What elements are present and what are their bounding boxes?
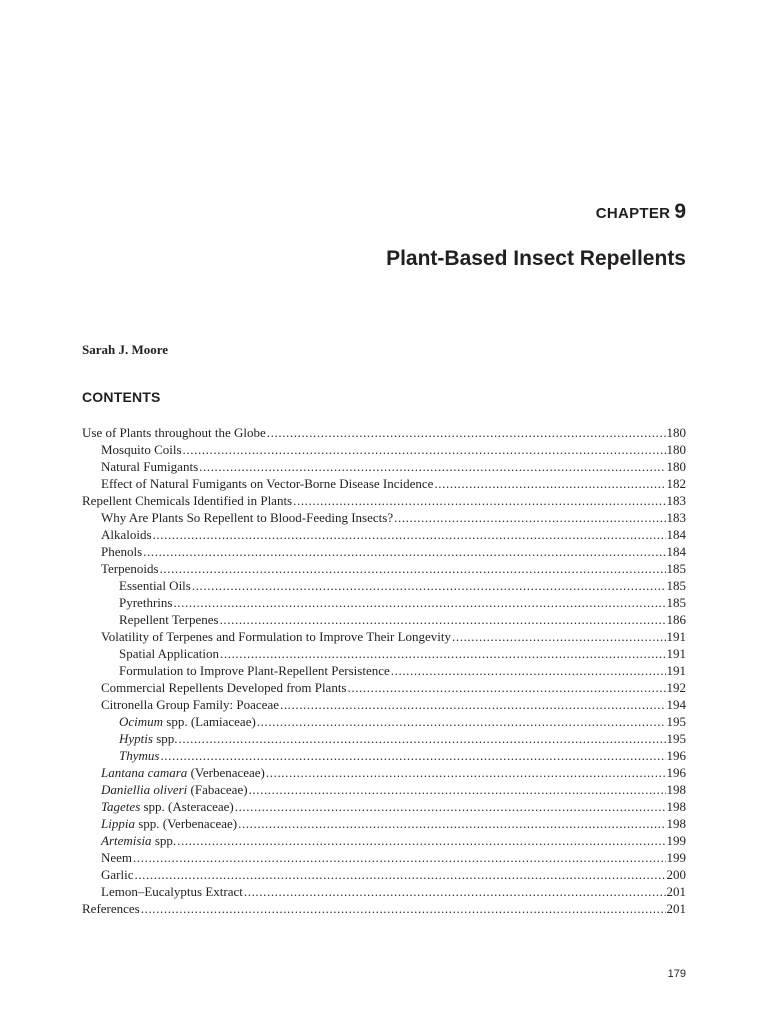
toc-entry-title-part: Use of Plants throughout the Globe bbox=[82, 425, 266, 440]
toc-entry-title bbox=[101, 628, 451, 645]
toc-leader-dots bbox=[173, 594, 665, 611]
toc-entry[interactable] bbox=[82, 560, 686, 577]
toc-entry-page: 182 bbox=[666, 476, 686, 491]
toc-leader-dots bbox=[244, 883, 666, 900]
toc-entry-title-part: Alkaloids bbox=[101, 527, 152, 542]
toc-entry-page: 201 bbox=[666, 901, 686, 916]
toc-entry[interactable] bbox=[82, 628, 686, 645]
toc-entry-title-part: Formulation to Improve Plant-Repellent Persistence bbox=[119, 663, 390, 678]
toc-entry-page: 194 bbox=[666, 697, 686, 712]
toc-entry-title bbox=[101, 441, 182, 458]
toc-entry-page: 199 bbox=[666, 850, 686, 865]
toc-entry-title-part: spp. bbox=[152, 731, 178, 746]
toc-entry-title bbox=[101, 458, 198, 475]
toc-entry-title-italic: Hyptis bbox=[119, 731, 153, 746]
toc-entry-title bbox=[119, 577, 191, 594]
toc-entry-title-part: Repellent Terpenes bbox=[119, 612, 219, 627]
toc-entry-title bbox=[119, 730, 178, 747]
toc-leader-dots bbox=[220, 611, 666, 628]
toc-entry-title-part: Mosquito Coils bbox=[101, 442, 182, 457]
toc-leader-dots bbox=[391, 662, 666, 679]
toc-entry-title-part: Garlic bbox=[101, 867, 134, 882]
toc-leader-dots bbox=[293, 492, 665, 509]
toc-entry-title-part: Natural Fumigants bbox=[101, 459, 199, 474]
toc-entry[interactable] bbox=[82, 679, 686, 696]
toc-entry[interactable] bbox=[82, 475, 686, 492]
toc-entry-page: 185 bbox=[666, 578, 686, 593]
toc-entry-title-part: Citronella Group Family: Poaceae bbox=[101, 697, 279, 712]
toc-entry[interactable] bbox=[82, 849, 686, 866]
toc-entry-page: 185 bbox=[666, 561, 686, 576]
table-of-contents bbox=[82, 424, 686, 917]
toc-entry-title bbox=[119, 662, 390, 679]
toc-entry[interactable] bbox=[82, 764, 686, 781]
toc-leader-dots bbox=[220, 645, 665, 662]
toc-leader-dots bbox=[179, 730, 666, 747]
toc-entry-title-part: spp. (Asteraceae) bbox=[140, 799, 234, 814]
toc-entry-title bbox=[101, 883, 243, 900]
toc-entry-title-part: Spatial Application bbox=[119, 646, 220, 661]
toc-entry-page: 200 bbox=[666, 867, 686, 882]
toc-leader-dots bbox=[266, 764, 666, 781]
toc-entry-title-italic: Daniellia oliveri bbox=[101, 782, 188, 797]
toc-entry-title-part: Volatility of Terpenes and Formulation to Improve Their Longevity bbox=[101, 629, 452, 644]
toc-entry-page: 199 bbox=[666, 833, 686, 848]
toc-entry[interactable] bbox=[82, 730, 686, 747]
toc-leader-dots bbox=[348, 679, 666, 696]
chapter-number: 9 bbox=[674, 200, 686, 223]
toc-entry[interactable] bbox=[82, 781, 686, 798]
toc-entry-page: 191 bbox=[666, 646, 686, 661]
toc-entry[interactable] bbox=[82, 526, 686, 543]
toc-entry-title bbox=[101, 560, 159, 577]
toc-leader-dots bbox=[160, 560, 666, 577]
author-name: Sarah J. Moore bbox=[82, 342, 169, 357]
toc-entry[interactable] bbox=[82, 441, 686, 458]
toc-leader-dots bbox=[133, 849, 665, 866]
toc-entry-title bbox=[101, 798, 234, 815]
toc-entry-page: 185 bbox=[666, 595, 686, 610]
toc-entry-title-italic: Artemisia bbox=[101, 833, 152, 848]
toc-leader-dots bbox=[160, 747, 665, 764]
chapter-label bbox=[596, 200, 686, 224]
toc-entry-title-part: spp. (Lamiaceae) bbox=[163, 714, 256, 729]
contents-heading: CONTENTS bbox=[82, 389, 161, 405]
toc-entry-page: 191 bbox=[666, 663, 686, 678]
toc-entry-title bbox=[101, 849, 132, 866]
toc-leader-dots bbox=[134, 866, 665, 883]
toc-entry-page: 191 bbox=[666, 629, 686, 644]
toc-entry[interactable] bbox=[82, 594, 686, 611]
toc-entry-title-part: Phenols bbox=[101, 544, 143, 559]
toc-leader-dots bbox=[280, 696, 666, 713]
chapter-title: Plant-Based Insect Repellents bbox=[386, 247, 686, 270]
toc-entry-page: 195 bbox=[666, 731, 686, 746]
toc-entry[interactable] bbox=[82, 458, 686, 475]
toc-entry-title bbox=[101, 781, 248, 798]
toc-entry-title bbox=[101, 866, 133, 883]
toc-entry-title-italic: Thymus bbox=[119, 748, 160, 763]
toc-entry[interactable] bbox=[82, 747, 686, 764]
toc-entry[interactable] bbox=[82, 543, 686, 560]
toc-entry-title bbox=[101, 475, 433, 492]
toc-entry[interactable] bbox=[82, 713, 686, 730]
toc-entry-page: 183 bbox=[666, 510, 686, 525]
toc-entry-title-part: spp. bbox=[151, 833, 177, 848]
toc-entry[interactable] bbox=[82, 798, 686, 815]
toc-entry-title bbox=[119, 645, 219, 662]
toc-entry[interactable] bbox=[82, 492, 686, 509]
toc-entry-title bbox=[119, 594, 172, 611]
toc-entry-page: 195 bbox=[666, 714, 686, 729]
toc-entry-title bbox=[119, 611, 219, 628]
toc-entry-page: 196 bbox=[666, 748, 686, 763]
toc-entry[interactable] bbox=[82, 832, 686, 849]
toc-entry-page: 198 bbox=[666, 799, 686, 814]
toc-entry-page: 180 bbox=[666, 425, 686, 440]
toc-leader-dots bbox=[192, 577, 666, 594]
toc-leader-dots bbox=[143, 543, 665, 560]
toc-entry[interactable] bbox=[82, 645, 686, 662]
toc-entry-page: 183 bbox=[666, 493, 686, 508]
toc-entry-page: 184 bbox=[666, 527, 686, 542]
toc-entry[interactable] bbox=[82, 900, 686, 917]
toc-entry[interactable] bbox=[82, 611, 686, 628]
toc-entry-title bbox=[101, 696, 279, 713]
toc-entry-title-part: Commercial Repellents Developed from Plants bbox=[101, 680, 347, 695]
toc-entry-title bbox=[119, 713, 256, 730]
toc-leader-dots bbox=[141, 900, 666, 917]
toc-entry-title-part: Terpenoids bbox=[101, 561, 159, 576]
toc-entry[interactable] bbox=[82, 424, 686, 441]
toc-leader-dots bbox=[452, 628, 665, 645]
toc-entry-page: 198 bbox=[666, 782, 686, 797]
toc-entry-page: 201 bbox=[666, 884, 686, 899]
toc-entry-title bbox=[101, 815, 237, 832]
toc-entry-title-italic: Tagetes bbox=[101, 799, 141, 814]
toc-leader-dots bbox=[235, 798, 666, 815]
toc-leader-dots bbox=[153, 526, 666, 543]
toc-entry-page: 198 bbox=[666, 816, 686, 831]
toc-leader-dots bbox=[257, 713, 666, 730]
toc-entry-title bbox=[101, 764, 265, 781]
toc-entry-title-part: Essential Oils bbox=[119, 578, 191, 593]
toc-entry-page: 186 bbox=[666, 612, 686, 627]
toc-leader-dots bbox=[434, 475, 665, 492]
toc-leader-dots bbox=[249, 781, 666, 798]
toc-entry[interactable] bbox=[82, 662, 686, 679]
toc-leader-dots bbox=[177, 832, 665, 849]
toc-entry-title bbox=[119, 747, 159, 764]
toc-entry-title-italic: Ocimum bbox=[119, 714, 164, 729]
toc-entry-title-part: Repellent Chemicals Identified in Plants bbox=[82, 493, 293, 508]
toc-leader-dots bbox=[199, 458, 665, 475]
toc-leader-dots bbox=[238, 815, 665, 832]
toc-entry-title bbox=[101, 832, 176, 849]
toc-entry-page: 184 bbox=[666, 544, 686, 559]
toc-entry-title-part: Why Are Plants So Repellent to Blood-Feeding Insects? bbox=[101, 510, 394, 525]
toc-entry-title-italic: Lippia bbox=[101, 816, 135, 831]
toc-entry-title-part: Effect of Natural Fumigants on Vector-Borne Disease Incidence bbox=[101, 476, 434, 491]
toc-entry-title-part: Pyrethrins bbox=[119, 595, 173, 610]
toc-entry-page: 192 bbox=[666, 680, 686, 695]
toc-entry[interactable] bbox=[82, 815, 686, 832]
toc-entry-title bbox=[101, 526, 152, 543]
page-number: 179 bbox=[667, 968, 686, 980]
toc-entry-title-part: (Fabaceae) bbox=[187, 782, 248, 797]
toc-entry-title-part: References bbox=[82, 901, 140, 916]
toc-entry-title-part: (Verbenaceae) bbox=[187, 765, 265, 780]
toc-leader-dots bbox=[267, 424, 666, 441]
toc-entry[interactable] bbox=[82, 883, 686, 900]
toc-entry-page: 180 bbox=[666, 442, 686, 457]
toc-entry-title bbox=[101, 509, 393, 526]
toc-entry-title bbox=[101, 679, 347, 696]
toc-entry-title bbox=[82, 900, 140, 917]
toc-entry-title-italic: Lantana camara bbox=[101, 765, 188, 780]
toc-entry-title-part: spp. (Verbenaceae) bbox=[134, 816, 238, 831]
toc-entry-page: 196 bbox=[666, 765, 686, 780]
toc-entry[interactable] bbox=[82, 696, 686, 713]
toc-leader-dots bbox=[183, 441, 666, 458]
toc-entry-title bbox=[82, 492, 292, 509]
toc-entry-title bbox=[82, 424, 266, 441]
toc-entry[interactable] bbox=[82, 577, 686, 594]
toc-entry-page: 180 bbox=[666, 459, 686, 474]
toc-leader-dots bbox=[394, 509, 665, 526]
toc-entry-title-part: Neem bbox=[101, 850, 133, 865]
chapter-word: CHAPTER bbox=[595, 205, 671, 222]
toc-entry[interactable] bbox=[82, 866, 686, 883]
toc-entry-title bbox=[101, 543, 142, 560]
toc-entry-title-part: Lemon–Eucalyptus Extract bbox=[101, 884, 243, 899]
toc-entry[interactable] bbox=[82, 509, 686, 526]
